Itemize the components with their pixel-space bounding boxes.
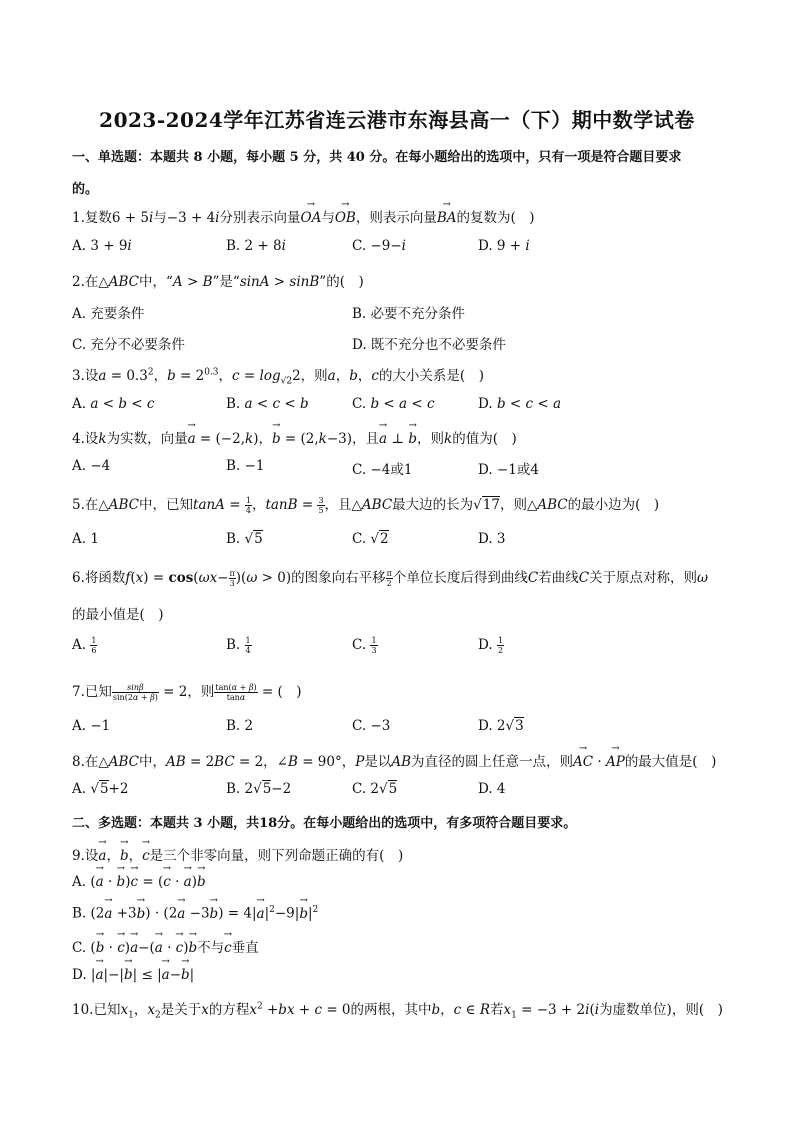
q6-option-d: D. $\frac{1}{2}$ bbox=[478, 636, 504, 655]
q7-option-b: B. 2 bbox=[226, 718, 254, 734]
question-1: 1.复数6 + 5i与−3 + 4i分别表示向量→ OA与→ OB，则表示向量→ BA的复数为( ) bbox=[72, 206, 535, 226]
q8-option-d: D. 4 bbox=[478, 781, 506, 797]
section1-header-cont: 的。 bbox=[72, 182, 99, 197]
q5-option-c: C. √2 bbox=[352, 531, 389, 547]
q2-option-a: A. 充要条件 bbox=[72, 306, 145, 322]
question-8: 8.在△ABC中，AB = 2BC = 2，∠B = 90°，P是以AB为直径的圆上任意一点，则→ AC · → AP的最大值是( ) bbox=[72, 750, 716, 770]
q9-option-c: C. (→ b · → c)→ a−(→ a · → c)→ b不与→ c垂直 bbox=[72, 936, 259, 956]
q4-option-a: A. −4 bbox=[72, 458, 111, 474]
question-5: 5.在△ABC中，已知tanA = $\frac{1}{4}$ ，tanB = $\frac{3}{5}$ ，且△ABC最大边的长为√17，则△ABC的最小边为( ) bbox=[72, 496, 660, 515]
q8-option-a: A. √5+2 bbox=[72, 781, 129, 797]
question-6: 6.将函数f(x) = cos(ωx− $\frac{\pi}{3}$ )(ω > 0)的图象向右平移 $\frac{\pi}{2}$ 个单位长度后得到曲线C若曲线C关于原点对称，则ω bbox=[72, 569, 709, 588]
q9-option-d: D. |→ a|−|→ b| ≤ |→ a−→ b| bbox=[72, 967, 194, 983]
q4-option-d: D. −1或4 bbox=[478, 462, 539, 478]
q1-option-a: A. 3 + 9i bbox=[72, 238, 132, 254]
q5-option-d: D. 3 bbox=[478, 531, 506, 547]
question-4: 4.设k为实数，向量→ a = (−2,k)，→ b = (2,k−3)，且→ a ⊥ → b，则k的值为( ) bbox=[72, 427, 517, 447]
q7-option-d: D. 2√3 bbox=[478, 718, 524, 734]
q2-option-d: D. 既不充分也不必要条件 bbox=[352, 337, 506, 353]
q1-option-c: C. −9−i bbox=[352, 238, 406, 254]
q3-option-a: A. a < b < c bbox=[72, 396, 155, 412]
q3-option-d: D. b < c < a bbox=[478, 396, 562, 412]
q6-option-a: A. $\frac{1}{6}$ bbox=[72, 636, 97, 655]
q6-option-b: B. $\frac{1}{4}$ bbox=[226, 636, 251, 655]
q8-option-c: C. 2√5 bbox=[352, 781, 398, 797]
question-7: 7.已知 $\frac{\sin\beta}{\sin(2\alpha + \beta)}$ = 2，则 $\frac{\tan(\alpha + \beta)}{\tan\alpha}$ = ( ) bbox=[72, 683, 302, 702]
section1-header: 一、单选题：本题共 8 小题，每小题 5 分，共 40 分。在每小题给出的选项中，只有一项是符合题目要求 bbox=[72, 150, 682, 165]
q6-option-c: C. $\frac{1}{3}$ bbox=[352, 636, 377, 655]
q4-option-c: C. −4或1 bbox=[352, 462, 413, 478]
q3-option-b: B. a < c < b bbox=[226, 396, 309, 412]
q2-option-c: C. 充分不必要条件 bbox=[72, 337, 185, 353]
q1-option-d: D. 9 + i bbox=[478, 238, 530, 254]
q7-option-a: A. −1 bbox=[72, 718, 111, 734]
question-6-cont: 的最小值是( ) bbox=[72, 607, 164, 623]
question-10: 10.已知$x_1$，$x_2$是关于x的方程$x^2 +bx + c = 0$的两根，其中b，c ∈ R若$x_1 = -3 + 2i(i$为虚数单位)，则( ) bbox=[72, 1001, 723, 1021]
q9-option-b: B. $(2\to a +3\to b) \cdot (2\to a -3\to b) = 4|\to a|^2-9|\to b|^2$ bbox=[72, 905, 318, 922]
section2-header: 二、多选题：本题共 3 小题，共18分。在每小题给出的选项中，有多项符合题目要求。 bbox=[72, 816, 577, 831]
question-2: 2.在△ABC中，“A > B”是“sinA > sinB”的( ) bbox=[72, 274, 364, 290]
question-9: 9.设→ a，→ b，→ c是三个非零向量，则下列命题正确的有( ) bbox=[72, 844, 403, 864]
q3-option-c: C. b < a < c bbox=[352, 396, 435, 412]
q2-option-b: B. 必要不充分条件 bbox=[352, 306, 466, 322]
q5-option-a: A. 1 bbox=[72, 531, 99, 547]
q7-option-c: C. −3 bbox=[352, 718, 391, 734]
q1-option-b: B. 2 + 8i bbox=[226, 238, 286, 254]
q5-option-b: B. √5 bbox=[226, 531, 263, 547]
q4-option-b: B. −1 bbox=[226, 458, 265, 474]
page-title: 2023-2024学年江苏省连云港市东海县高一（下）期中数学试卷 bbox=[99, 108, 695, 132]
question-3: 3.设$a = 0.3^2$，$b = 2^{0.3}$，$c = \log_{√2}2$，则a，b，c的大小关系是( ) bbox=[72, 367, 484, 387]
q8-option-b: B. 2√5−2 bbox=[226, 781, 292, 797]
q9-option-a: A. (→ a · → b)→ c = (→ c · → a)→ b bbox=[72, 874, 206, 890]
